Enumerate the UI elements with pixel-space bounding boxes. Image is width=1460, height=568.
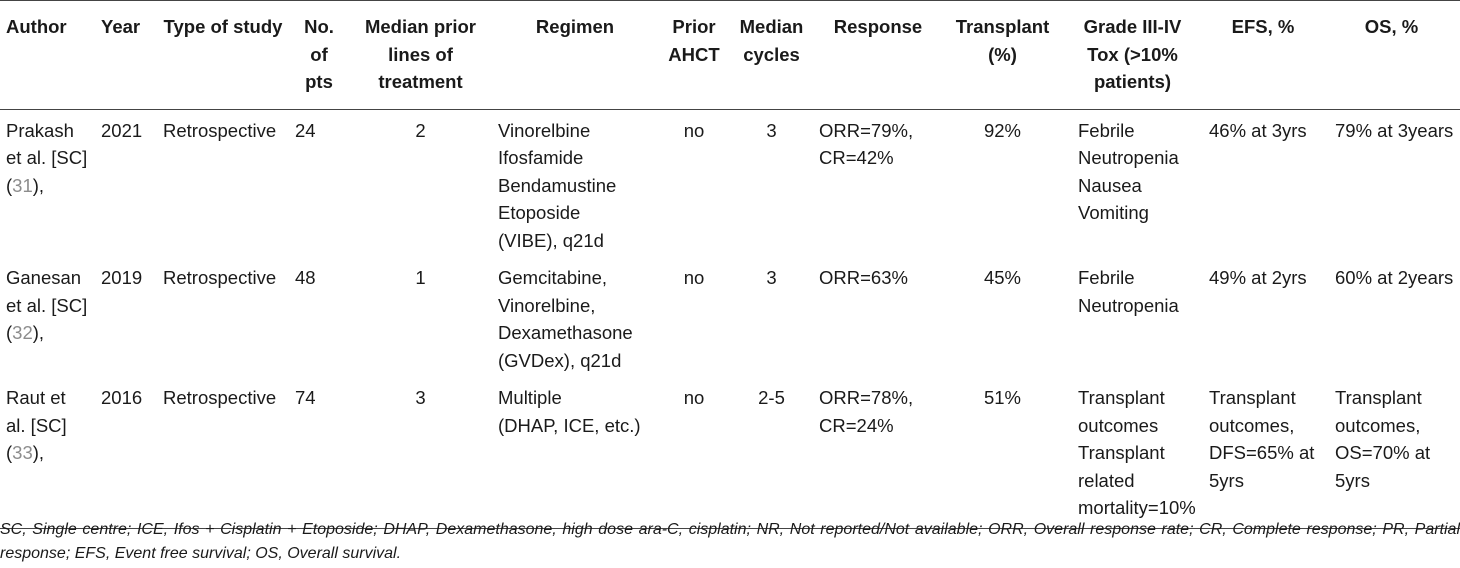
- header-type-of-study: Type of study: [157, 1, 289, 110]
- cell-tox: Febrile Neutropenia Nausea Vomiting: [1078, 119, 1179, 223]
- cell-pts: 74: [289, 378, 349, 528]
- cell-study: Retrospective: [163, 267, 277, 288]
- cell-author: Prakash et al. [SC] (31),: [6, 119, 88, 196]
- cell-regimen: Gemcitabine, Vinorelbine, Dexamethasone (GVDex), q21d: [498, 267, 633, 371]
- cell-cycles: 2-5: [730, 378, 813, 528]
- header-author: Author: [0, 1, 95, 110]
- cell-year: 2021: [101, 119, 143, 141]
- header-response: Response: [813, 1, 943, 110]
- reference-link[interactable]: 33: [12, 442, 33, 463]
- cell-efs: 49% at 2yrs: [1209, 267, 1307, 288]
- cell-study: Retrospective: [163, 119, 277, 141]
- cell-pts: 24: [295, 119, 316, 141]
- header-year: Year: [95, 1, 157, 110]
- cell-tox: Febrile Neutropenia: [1078, 267, 1179, 316]
- cell-year: 2019: [101, 267, 143, 288]
- header-no-of-pts: No. of pts: [289, 1, 349, 110]
- cell-tox: Transplant outcomes Transplant related mortality=10%: [1062, 378, 1203, 528]
- table-footnote: SC, Single centre; ICE, Ifos + Cisplatin + Etoposide; DHAP, Dexamethasone, high dose ara-C, cisplatin; NR, Not reported/Not available; ORR, Overall response rate; CR, Complete response; PR, Partial response; EFS, Event free survival; OS, Overall survival.: [0, 521, 1460, 562]
- cell-author: Ganesan et al. [SC] (32),: [6, 267, 88, 343]
- header-transplant: Transplant (%): [943, 1, 1062, 110]
- header-regimen: Regimen: [492, 1, 658, 110]
- cell-response: ORR=63%: [819, 267, 908, 288]
- table-row: [0, 258, 1460, 378]
- cell-prior-ahct: no: [683, 267, 705, 288]
- header-efs: EFS, %: [1203, 1, 1323, 110]
- cell-transplant: 51%: [943, 378, 1062, 528]
- header-grade-tox: Grade III-IV Tox (>10% patients): [1062, 1, 1203, 110]
- cell-pts: 48: [295, 267, 316, 288]
- table-row: [0, 378, 1460, 528]
- header-median-cycles: Median cycles: [730, 1, 813, 110]
- reference-link[interactable]: 31: [12, 174, 33, 196]
- header-row: [0, 1, 1460, 110]
- cell-os: Transplant outcomes, OS=70% at 5yrs: [1323, 378, 1460, 528]
- cell-author: Raut et al. [SC] (33),: [0, 378, 95, 528]
- header-prior-ahct: Prior AHCT: [658, 1, 730, 110]
- header-os: OS, %: [1323, 1, 1460, 110]
- cell-transplant: 92%: [983, 119, 1022, 141]
- cell-os: 60% at 2years: [1335, 267, 1454, 288]
- cell-prior-lines: 3: [349, 378, 492, 528]
- cell-prior-lines: 1: [415, 267, 426, 288]
- cell-prior-lines: 2: [415, 119, 426, 141]
- header-median-prior-lines: Median prior lines of treatment: [349, 1, 492, 110]
- cell-response: ORR=78%, CR=24%: [813, 378, 943, 528]
- cell-response: ORR=79%, CR=42%: [819, 119, 914, 168]
- reference-link[interactable]: 32: [12, 322, 33, 343]
- cell-study: Retrospective: [157, 378, 289, 528]
- cell-regimen: Multiple (DHAP, ICE, etc.): [492, 378, 658, 528]
- cell-efs: Transplant outcomes, DFS=65% at 5yrs: [1203, 378, 1323, 528]
- cell-cycles: 3: [766, 267, 777, 288]
- cell-year: 2016: [95, 378, 157, 528]
- cell-prior-ahct: no: [683, 119, 705, 141]
- cell-prior-ahct: no: [658, 378, 730, 528]
- cell-transplant: 45%: [983, 267, 1022, 288]
- table-row: [0, 109, 1460, 258]
- cell-efs: 46% at 3yrs: [1209, 119, 1307, 141]
- cell-os: 79% at 3years: [1335, 119, 1454, 141]
- cell-cycles: 3: [766, 119, 777, 141]
- cell-regimen: Vinorelbine Ifosfamide Bendamustine Etoposide (VIBE), q21d: [498, 119, 617, 251]
